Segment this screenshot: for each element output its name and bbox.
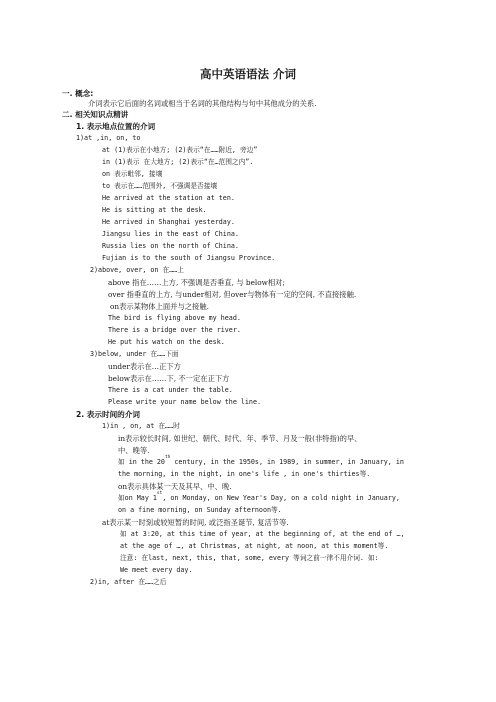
text-run: 如on May 1 xyxy=(118,494,157,502)
text-line: in表示较长时间, 如世纪、朝代、时代、年、季节、月及一般(非特指)的早、 xyxy=(118,434,362,443)
text-line: under表示在…正下方 xyxy=(108,362,181,371)
text-line: on表示具体某一天及其早、中、晚. xyxy=(118,482,232,491)
text-line: He put his watch on the desk. xyxy=(108,338,225,346)
may-row xyxy=(118,491,400,503)
text-line: above 指在……上方, 不强调是否垂直, 与 below相对; xyxy=(108,278,285,287)
text-line: 2)above, over, on 在……上 xyxy=(90,266,184,274)
text-line: He arrived at the station at ten. xyxy=(102,194,235,202)
text-line: He is sitting at the desk. xyxy=(102,206,207,214)
century-row xyxy=(118,455,404,467)
text-line: We meet every day. xyxy=(120,566,193,574)
section-heading: 2. 表示时间的介词 xyxy=(76,410,140,419)
text-line: at表示某一时刻或较短暂的时间, 或泛指圣诞节, 复活节等. xyxy=(102,518,289,527)
section-heading: 1. 表示地点位置的介词 xyxy=(76,122,156,131)
page-title: 高中英语语法 介词 xyxy=(199,67,296,81)
text-line: on表示某物体上面并与之接触. xyxy=(110,302,209,311)
text-line: 介词表示它后面的名词或相当于名词的其他结构与句中其他成分的关系. xyxy=(88,99,317,108)
text-line: on 表示毗邻, 接壤 xyxy=(102,170,163,178)
text-line: below表示在……下, 不一定在正下方 xyxy=(108,374,230,383)
text-line: There is a bridge over the river. xyxy=(108,326,241,334)
text-line: over 指垂直的上方, 与under相对, 但over与物体有一定的空间, 不直接接触. xyxy=(108,290,357,299)
text-line: 1)at ,in, on, to xyxy=(76,134,141,142)
text-line: 2)in, after 在……之后 xyxy=(90,578,167,586)
section-heading: 一. 概念: xyxy=(62,89,94,98)
text-line: on a fine morning, on Sunday afternoon等. xyxy=(118,506,282,514)
text-line: There is a cat under the table. xyxy=(108,386,233,394)
text-line: Jiangsu lies in the east of China. xyxy=(102,230,239,238)
text-line: to 表示在……范围外, 不强调是否接壤 xyxy=(102,182,218,190)
superscript: th xyxy=(164,455,171,460)
text-line: 中、晚等. xyxy=(118,446,150,455)
text-run: , on Monday, on New Year's Day, on a cold night in January, xyxy=(162,494,400,502)
text-line: 3)below, under 在……下面 xyxy=(90,350,179,358)
text-line: Fujian is to the south of Jiangsu Province. xyxy=(102,254,276,262)
text-line: in (1)表示 在大地方; (2)表示“在…范围之内”. xyxy=(102,158,254,166)
text-line: 1)in , on, at 在……时 xyxy=(102,422,180,430)
text-line: Please write your name below the line. xyxy=(108,398,261,406)
text-line: at the age of …, at Christmas, at night, at noon, at this moment等. xyxy=(120,542,389,550)
text-line: 如 at 3:20, at this time of year, at the beginning of, at the end of …, xyxy=(120,530,405,538)
text-run: 如 in the 20 xyxy=(118,458,165,466)
section-heading: 二. 相关知识点精讲 xyxy=(62,110,129,119)
superscript: st xyxy=(156,491,163,496)
text-line: the morning, in the night, in one's life , in one's thirties等. xyxy=(118,470,371,478)
text-line: Russia lies on the north of China. xyxy=(102,242,239,250)
text-line: at (1)表示在小地方; (2)表示“在……附近, 旁边” xyxy=(102,146,258,154)
text-run: century, in the 1950s, in 1989, in summer, in January, in xyxy=(170,458,404,466)
text-line: He arrived in Shanghai yesterday. xyxy=(102,218,235,226)
text-line: The bird is flying above my head. xyxy=(108,314,241,322)
text-line: 注意: 在last, next, this, that, some, every 等词之前一律不用介词. 如: xyxy=(120,554,379,562)
